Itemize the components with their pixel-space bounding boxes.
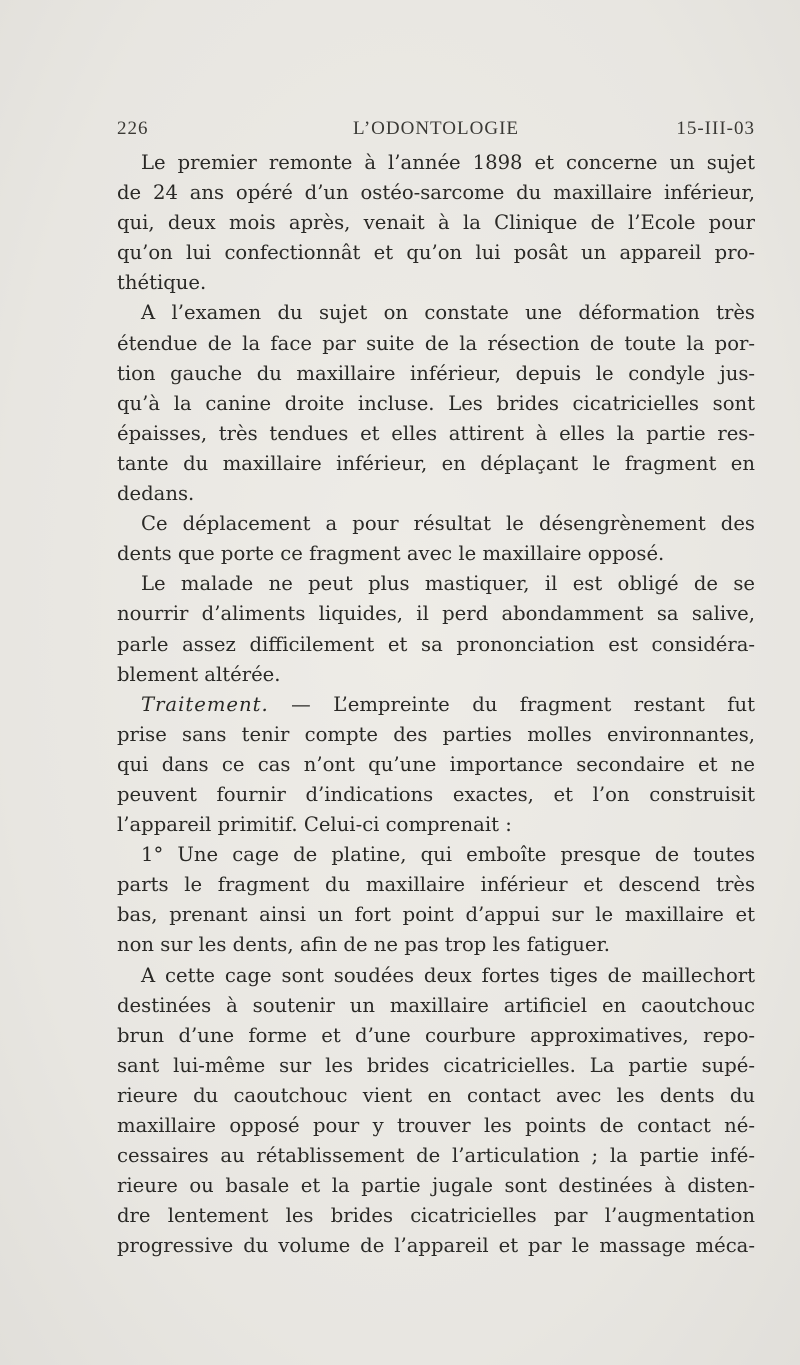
text-line: A cette cage sont soudées deux fortes tiges de maillechort: [141, 963, 755, 987]
text-line: [117, 690, 755, 720]
text-line: maxillaire opposé pour y trouver les points de contact né-: [117, 1114, 755, 1137]
text-line: rieure ou basale et la partie jugale sont destinées à disten-: [117, 1174, 755, 1198]
text-line: progressive du volume de l’appareil et par le massage méca-: [117, 1234, 755, 1258]
paragraph: [117, 961, 755, 1262]
issue-date: 15-III-03: [676, 118, 755, 139]
text-line: prise sans tenir compte des parties molles environnantes,: [117, 722, 755, 746]
paragraph: [117, 509, 755, 569]
text-line: dre lentement les brides cicatricielles par l’augmentation: [117, 1204, 755, 1228]
text-line: bas, prenant ainsi un fort point d’appui sur le maxillaire et: [117, 903, 755, 927]
body-text: [117, 148, 755, 1261]
text-line: l’appareil primitif. Celui-ci comprenait :: [117, 813, 512, 837]
text-line: 1° Une cage de platine, qui emboîte presque de toutes: [141, 843, 755, 867]
text-line: nourrir d’aliments liquides, il perd abondamment sa salive,: [117, 602, 755, 626]
text-line: Le premier remonte à l’année 1898 et concerne un sujet: [141, 151, 755, 174]
page-header: [117, 118, 755, 142]
text-line: destinées à soutenir un maxillaire artificiel en caoutchouc: [117, 993, 755, 1017]
text-line: dents que porte ce fragment avec le maxillaire opposé.: [117, 542, 665, 566]
running-title: L’ODONTOLOGIE: [352, 118, 520, 139]
text-line: tion gauche du maxillaire inférieur, depuis le condyle jus-: [117, 361, 755, 385]
text-line: qu’à la canine droite incluse. Les brides cicatricielles sont: [117, 391, 755, 415]
text-line: cessaires au rétablissement de l’articulation ; la partie infé-: [117, 1144, 755, 1168]
italic-lead: Traitement.: [141, 692, 269, 716]
text-line: Le malade ne peut plus mastiquer, il est obligé de se: [141, 572, 755, 596]
text-line: parle assez difficilement et sa prononciation est considéra-: [117, 632, 755, 656]
text-line: épaisses, très tendues et elles attirent à elles la partie res-: [117, 421, 755, 445]
paragraph: [117, 840, 755, 960]
paragraph: [117, 148, 755, 298]
text-line: tante du maxillaire inférieur, en déplaçant le fragment en: [117, 451, 755, 475]
text-line: sant lui-même sur les brides cicatricielles. La partie supé-: [117, 1053, 755, 1077]
text-line: étendue de la face par suite de la résection de toute la por-: [117, 331, 755, 355]
text-line: parts le fragment du maxillaire inférieur et descend très: [117, 873, 755, 897]
text-line: A l’examen du sujet on constate une déformation très: [141, 301, 755, 325]
paragraph: [117, 569, 755, 689]
page-number: 226: [117, 118, 149, 139]
line-text: — L’empreinte du fragment restant fut: [268, 692, 755, 716]
text-line: qui, deux mois après, venait à la Clinique de l’Ecole pour: [117, 211, 755, 235]
text-line: rieure du caoutchouc vient en contact avec les dents du: [117, 1083, 755, 1107]
text-line: brun d’une forme et d’une courbure approximatives, repo-: [117, 1023, 755, 1047]
text-line: qui dans ce cas n’ont qu’une importance secondaire et ne: [117, 752, 755, 776]
paragraph: [117, 690, 755, 840]
text-line: Ce déplacement a pour résultat le désengrènement des: [141, 512, 755, 536]
text-line: blement altérée.: [117, 662, 281, 686]
text-line: peuvent fournir d’indications exactes, et l’on construisit: [117, 782, 755, 806]
text-line: thétique.: [117, 271, 207, 295]
text-line: non sur les dents, afin de ne pas trop les fatiguer.: [117, 933, 610, 957]
paragraph: [117, 298, 755, 509]
text-line: qu’on lui confectionnât et qu’on lui posât un appareil pro-: [117, 241, 755, 265]
text-line: de 24 ans opéré d’un ostéo-sarcome du maxillaire inférieur,: [117, 181, 755, 205]
text-line: dedans.: [117, 482, 195, 506]
